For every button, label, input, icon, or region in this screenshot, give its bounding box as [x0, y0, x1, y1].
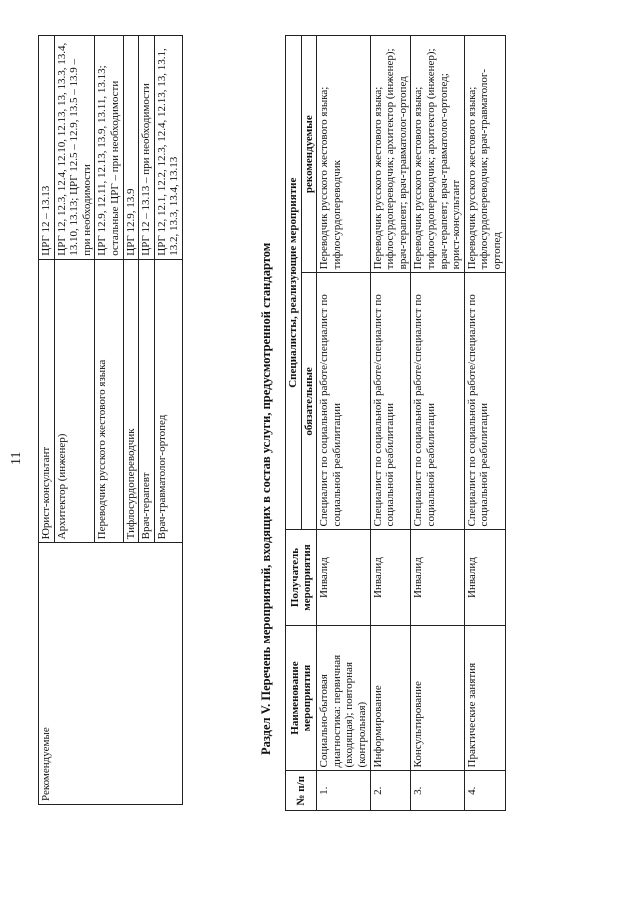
recommended-specialists: Переводчик русского жестового языка; тифлосурдопереводчик; архитектор (инженер); врач-терапевт; врач-травматолог-ортопед; юрист-консультант — [411, 36, 464, 273]
row-number: 2. — [370, 771, 411, 811]
activity-name: Социально-бытовая диагностика: первичная (входящая); повторная (контрольная) — [317, 625, 370, 771]
table-row — [317, 36, 370, 811]
recommended-specialists: Переводчик русского жестового языка; тифлосурдопереводчик — [317, 36, 370, 273]
mandatory-header: обязательные — [301, 273, 317, 530]
specialist-cell: Архитектор (инженер) — [54, 259, 95, 543]
codes-cell: ЦРГ 12 – 13.13 — [39, 36, 55, 260]
header-row — [286, 36, 302, 811]
table-row — [370, 36, 411, 811]
recommended-header: рекомендуемые — [301, 36, 317, 273]
codes-cell: ЦРГ 12, 12.1, 12.2, 12.3, 12.4, 12.13, 13, 13.1, 13.2, 13.3, 13.4, 13.13 — [154, 36, 182, 260]
activities-table — [285, 35, 506, 811]
table-row — [39, 36, 55, 805]
mandatory-specialists: Специалист по социальной работе/специалист по социальной реабилитации — [411, 273, 464, 530]
row-number: 4. — [464, 771, 505, 811]
specialist-cell: Переводчик русского жестового языка — [95, 259, 123, 543]
table-row — [411, 36, 464, 811]
specialist-cell: Врач-терапевт — [139, 259, 155, 543]
row-number: 1. — [317, 771, 370, 811]
specialists-header: Специалисты, реализующие мероприятие — [286, 36, 302, 530]
recipient: Инвалид — [370, 530, 411, 625]
specialist-cell: Врач-травматолог-ортопед — [154, 259, 182, 543]
recommended-label: Рекомендуемые — [39, 543, 183, 805]
row-number: 3. — [411, 771, 464, 811]
mandatory-specialists: Специалист по социальной работе/специалист по социальной реабилитации — [370, 273, 411, 530]
table-row — [464, 36, 505, 811]
recipient-header: Получатель мероприятия — [286, 530, 317, 625]
activity-name: Практические занятия — [464, 625, 505, 771]
specialists-codes-table — [38, 35, 183, 805]
codes-cell: ЦРГ 12.9, 13.9 — [123, 36, 139, 260]
codes-cell: ЦРГ 12, 12.3, 12.4, 12.10, 12.13, 13, 13.3, 13.4, 13.10, 13.13; ЦРГ 12.5 – 12.9, 13.5 – 13.9 – при необходимости — [54, 36, 95, 260]
specialist-cell: Юрист-консультант — [39, 259, 55, 543]
codes-cell: ЦРГ 12.9, 12.11, 12.13, 13.9, 13.11, 13.13; остальные ЦРГ – при необходимости — [95, 36, 123, 260]
recommended-specialists: Переводчик русского жестового языка; тифлосурдопереводчик; врач-травматолог-ортопед — [464, 36, 505, 273]
specialist-cell: Тифлосурдопереводчик — [123, 259, 139, 543]
recipient: Инвалид — [317, 530, 370, 625]
activity-name: Информирование — [370, 625, 411, 771]
num-header: № п/п — [286, 771, 317, 811]
activity-name: Консультирование — [411, 625, 464, 771]
recommended-specialists: Переводчик русского жестового языка; тифлосурдопереводчик; архитектор (инженер); врач-терапевт; врач-травматолог-ортопед — [370, 36, 411, 273]
codes-cell: ЦРГ 12 – 13.13 – при необходимости — [139, 36, 155, 260]
page-number: 11 — [9, 451, 24, 465]
mandatory-specialists: Специалист по социальной работе/специалист по социальной реабилитации — [464, 273, 505, 530]
recipient: Инвалид — [411, 530, 464, 625]
name-header: Наименование мероприятия — [286, 625, 317, 771]
mandatory-specialists: Специалист по социальной работе/специалист по социальной реабилитации — [317, 273, 370, 530]
section-title: Раздел V. Перечень мероприятий, входящих в состав услуги, предусмотренной стандартом — [259, 242, 273, 755]
recipient: Инвалид — [464, 530, 505, 625]
